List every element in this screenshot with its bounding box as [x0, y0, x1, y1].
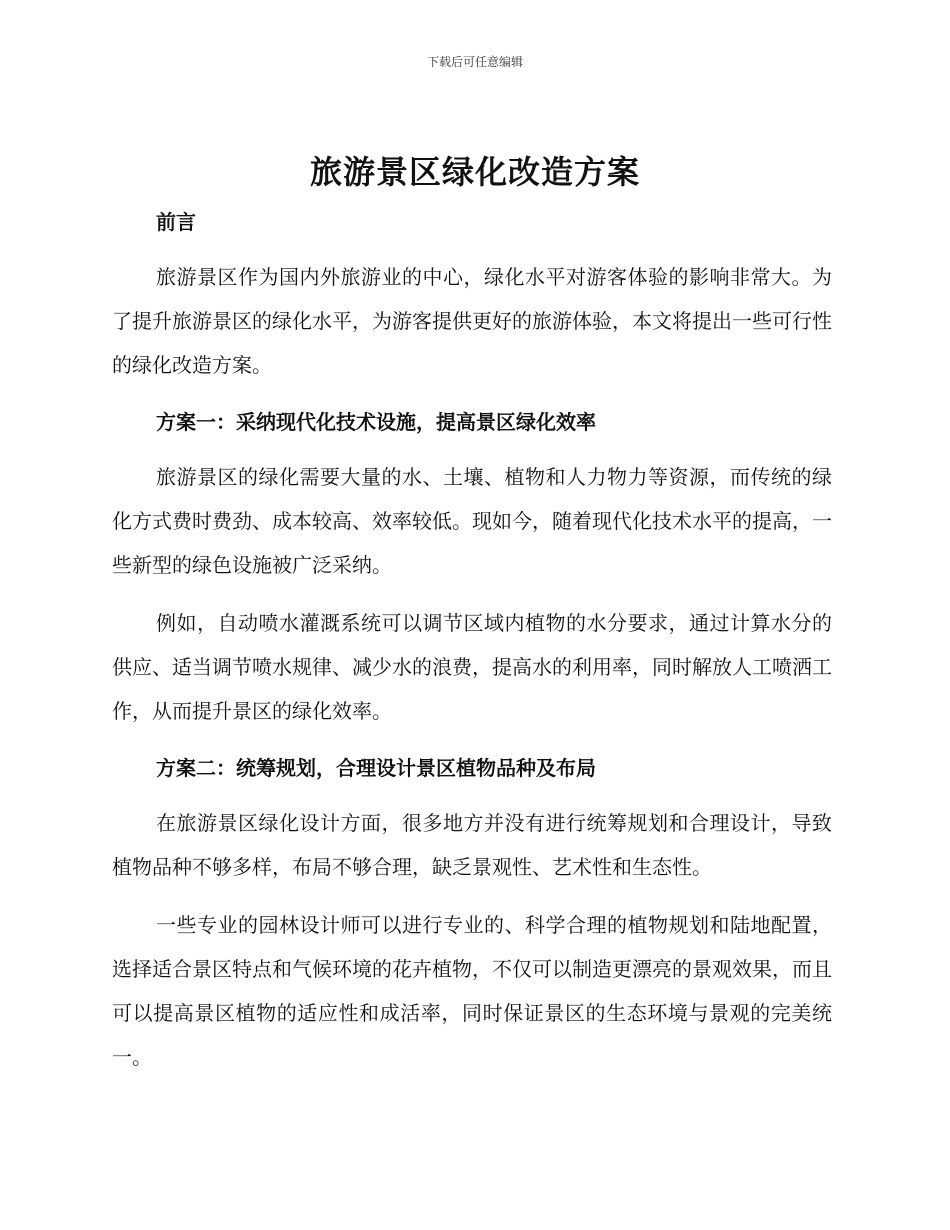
section2-heading: 方案二：统筹规划，合理设计景区植物品种及布局	[156, 756, 596, 780]
page-header: 下载后可任意编辑	[426, 55, 523, 69]
intro-heading: 前言	[156, 210, 196, 234]
section1-paragraph-1: 旅游景区的绿化需要大量的水、土壤、植物和人力物力等资源，而传统的绿化方式费时费劲、成本较高、效率较低。现如今，随着现代化技术水平的提高，一些新型的绿色设施被广泛采纳。	[112, 465, 832, 577]
document-title: 旅游景区绿化改造方案	[309, 153, 640, 191]
section1-paragraph-2: 例如，自动喷水灌溉系统可以调节区域内植物的水分要求，通过计算水分的供应、适当调节喷水规律、减少水的浪费，提高水的利用率，同时解放人工喷洒工作，从而提升景区的绿化效率。	[112, 611, 832, 723]
section1-heading: 方案一：采纳现代化技术设施，提高景区绿化效率	[156, 410, 596, 434]
section2-paragraph-1: 在旅游景区绿化设计方面，很多地方并没有进行统筹规划和合理设计，导致植物品种不够多样，布局不够合理，缺乏景观性、艺术性和生态性。	[112, 811, 832, 879]
section2-paragraph-2: 一些专业的园林设计师可以进行专业的、科学合理的植物规划和陆地配置，选择适合景区特点和气候环境的花卉植物，不仅可以制造更漂亮的景观效果，而且可以提高景区植物的适应性和成活率，同时保证景区的生态环境与景观的完美统一。	[112, 913, 832, 1069]
intro-paragraph: 旅游景区作为国内外旅游业的中心，绿化水平对游客体验的影响非常大。为了提升旅游景区的绿化水平，为游客提供更好的旅游体验，本文将提出一些可行性的绿化改造方案。	[112, 265, 832, 377]
document-body	[112, 203, 832, 1079]
